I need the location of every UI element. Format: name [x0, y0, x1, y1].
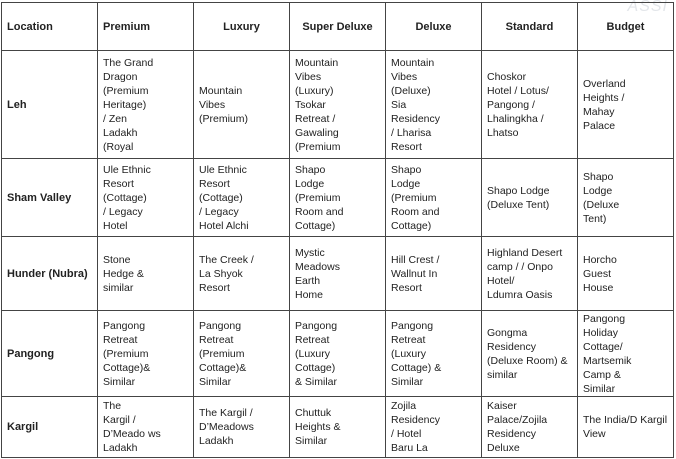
header-premium: Premium: [98, 3, 194, 51]
location-cell: Leh: [2, 51, 98, 159]
table-cell: [194, 311, 290, 397]
table-cell: [578, 397, 674, 458]
table-cell: [386, 237, 482, 311]
table-row: [2, 397, 674, 458]
cell-text: Mystic Meadows Earth Home: [295, 246, 340, 301]
table-cell: [482, 237, 578, 311]
header-deluxe: Deluxe: [386, 3, 482, 51]
cell-text: Zojila Residency / Hotel Baru La: [391, 400, 441, 454]
table-header-row: [2, 3, 674, 51]
cell-text: Shapo Lodge (Deluxe Tent): [583, 170, 620, 225]
cell-text: Pangong Holiday Cottage/ Martsemik Camp & Similar: [583, 312, 632, 395]
cell-text: Hill Crest / Wallnut In Resort: [391, 253, 440, 294]
header-luxury: Luxury: [194, 3, 290, 51]
table-cell: [482, 397, 578, 458]
cell-text: The India/D Kargil View: [583, 414, 668, 440]
table-cell: [290, 51, 386, 159]
cell-text: Shapo Lodge (Deluxe Tent): [487, 184, 550, 211]
table-row: [2, 237, 674, 311]
table-cell: [482, 159, 578, 237]
cell-text: Shapo Lodge (Premium Room and Cottage): [295, 163, 344, 232]
cell-text: Mountain Vibes (Deluxe) Sia Residency / Lharisa Resort: [391, 56, 441, 153]
table-row: [2, 51, 674, 159]
table-row: [2, 311, 674, 397]
cell-text: The Grand Dragon (Premium Heritage) / Zen Ladakh (Royal: [103, 56, 154, 153]
cell-text: Stone Hedge & similar: [103, 253, 144, 294]
table-cell: [98, 159, 194, 237]
watermark-text: ASSI: [627, 0, 668, 15]
cell-text: Choskor Hotel / Lotus/ Pangong / Lhalingkha / Lhatso: [487, 70, 549, 139]
table-cell: [194, 237, 290, 311]
table-cell: [98, 397, 194, 458]
table-cell: [578, 51, 674, 159]
cell-text: Mountain Vibes (Luxury) Tsokar Retreat / Gawaling (Premium: [295, 56, 341, 153]
cell-text: Mountain Vibes (Premium): [199, 84, 248, 125]
cell-text: Highland Desert camp / / Onpo Hotel/ Ldumra Oasis: [487, 246, 563, 301]
table-cell: [290, 237, 386, 311]
table-cell: [290, 159, 386, 237]
cell-text: The Creek / La Shyok Resort: [199, 253, 254, 294]
cell-text: Pangong Retreat (Luxury Cottage) & Similar: [295, 319, 338, 388]
header-budget: Budget: [578, 3, 674, 51]
hotel-category-table: [1, 2, 674, 458]
table-cell: [194, 51, 290, 159]
table-cell: [386, 311, 482, 397]
table-cell: [578, 159, 674, 237]
cell-text: Horcho Guest House: [583, 253, 617, 294]
table-cell: [194, 159, 290, 237]
table-cell: [578, 311, 674, 397]
cell-text: Ule Ethnic Resort (Cottage) / Legacy Hotel Alchi: [199, 163, 249, 232]
cell-text: The Kargil / D’Meadows Ladakh: [199, 407, 254, 447]
cell-text: Pangong Retreat (Luxury Cottage) & Similar: [391, 319, 442, 388]
cell-text: Ule Ethnic Resort (Cottage) / Legacy Hotel: [103, 163, 151, 232]
cell-text: Shapo Lodge (Premium Room and Cottage): [391, 163, 440, 232]
cell-text: The Kargil / D’Meado ws Ladakh: [103, 400, 161, 454]
location-cell: Pangong: [2, 311, 98, 397]
table-cell: [482, 311, 578, 397]
table-cell: [386, 397, 482, 458]
location-cell: Sham Valley: [2, 159, 98, 237]
table-cell: [386, 159, 482, 237]
table-cell: [290, 397, 386, 458]
cell-text: Pangong Retreat (Premium Cottage)& Similar: [103, 319, 151, 388]
table-cell: [386, 51, 482, 159]
table-cell: [98, 237, 194, 311]
cell-text: Gongma Residency (Deluxe Room) & similar: [487, 326, 568, 381]
cell-text: Pangong Retreat (Premium Cottage)& Similar: [199, 319, 247, 388]
cell-text: Overland Heights / Mahay Palace: [583, 77, 626, 132]
table-cell: [290, 311, 386, 397]
location-cell: Hunder (Nubra): [2, 237, 98, 311]
header-standard: Standard: [482, 3, 578, 51]
table-cell: [482, 51, 578, 159]
table-cell: [98, 311, 194, 397]
header-super-deluxe: Super Deluxe: [290, 3, 386, 51]
table-row: [2, 159, 674, 237]
cell-text: Kaiser Palace/Zojila Residency Deluxe: [487, 400, 548, 454]
table-cell: [194, 397, 290, 458]
cell-text: Chuttuk Heights & Similar: [295, 407, 341, 447]
header-location: Location: [2, 3, 98, 51]
table-cell: [98, 51, 194, 159]
location-cell: Kargil: [2, 397, 98, 458]
table-cell: [578, 237, 674, 311]
